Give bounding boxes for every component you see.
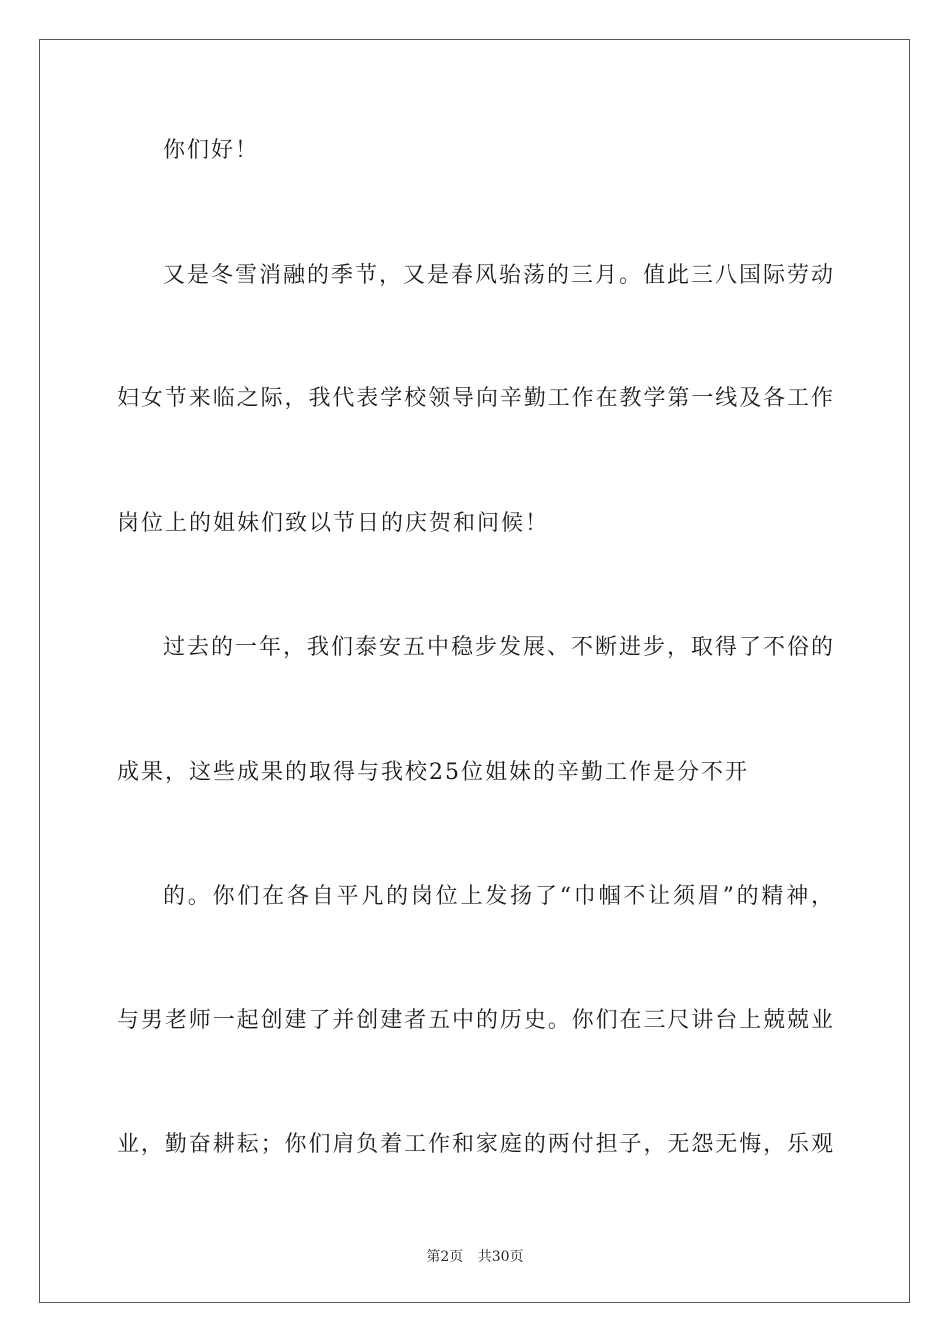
text-line: 与男老师一起创建了并创建者五中的历史。你们在三尺讲台上兢兢业 [117, 1008, 833, 1033]
text-line: 业，勤奋耕耘；你们肩负着工作和家庭的两付担子，无怨无悔，乐观 [117, 1132, 833, 1157]
page-border [39, 39, 910, 1303]
text-line: 的。你们在各自平凡的岗位上发扬了“巾帼不让须眉”的精神， [163, 884, 833, 909]
total-pages: 共30页 [477, 1249, 524, 1265]
greeting-line: 你们好！ [163, 138, 260, 163]
text-line: 过去的一年，我们泰安五中稳步发展、不断进步，取得了不俗的 [163, 635, 833, 660]
page-footer [0, 1248, 950, 1266]
text-line: 又是冬雪消融的季节，又是春风骀荡的三月。值此三八国际劳动 [163, 263, 833, 288]
text-line: 妇女节来临之际，我代表学校领导向辛勤工作在教学第一线及各工作 [117, 386, 833, 411]
text-line: 成果，这些成果的取得与我校25位姐妹的辛勤工作是分不开 [117, 760, 749, 785]
page-number: 第2页 [426, 1249, 464, 1265]
text-line: 岗位上的姐妹们致以节日的庆贺和问候！ [117, 511, 550, 536]
